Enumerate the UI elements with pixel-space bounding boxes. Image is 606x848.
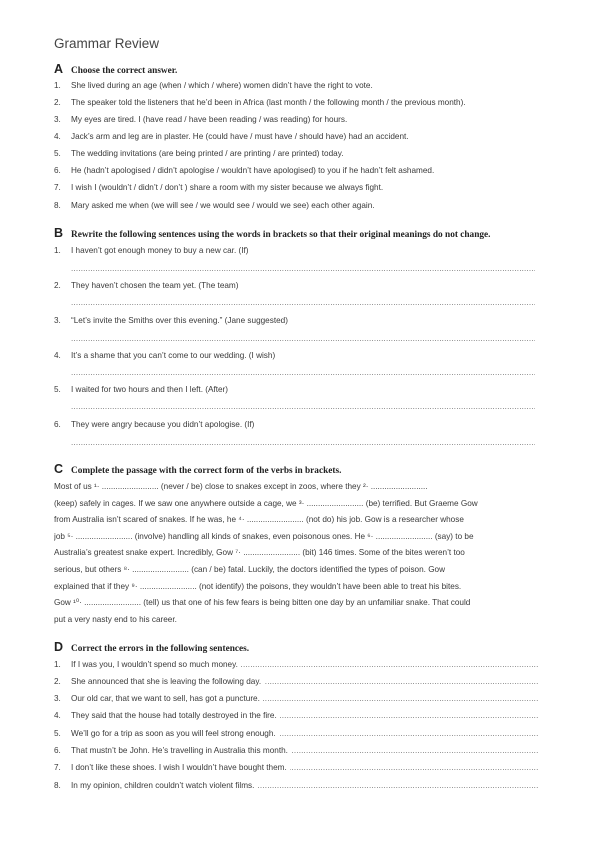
item-text: Our old car, that we want to sell, has got a puncture. [71,694,260,703]
list-item[interactable] [54,659,538,670]
item-text: My eyes are tired. I (have read / have been reading / was reading) for hours. [71,115,348,124]
item-text: In my opinion, children couldn’t watch violent films. [71,781,255,790]
item-text: It’s a shame that you can’t come to our wedding. (I wish) [71,351,276,360]
item-number: 5. [54,729,61,738]
section-instruction: Complete the passage with the correct form of the verbs in brackets. [71,466,342,476]
item-number: 3. [54,316,61,325]
list-item [54,182,554,193]
item-text: I don’t like these shoes. I wish I wouldn’t have bought them. [71,763,287,772]
item-text: We’ll go for a trip as soon as you will feel strong enough. [71,729,276,738]
item-text: She lived during an age (when / which / where) women didn’t have the right to vote. [71,81,373,90]
item-number: 7. [54,763,61,772]
item-number: 6. [54,420,61,429]
list-item [54,384,554,395]
section-instruction: Choose the correct answer. [71,66,178,76]
item-number: 8. [54,781,61,790]
item-text: If I was you, I wouldn’t spend so much money. [71,660,238,669]
item-text: He (hadn’t apologised / didn’t apologise / wouldn’t have apologised) to you if he hadn’t felt ashamed. [71,166,435,175]
item-number: 1. [54,660,61,669]
passage-line: Gow ¹⁰· ......................... (tell) us that one of his few fears is being bitten one day by an unfamiliar snake. That could [54,598,471,608]
passage-line: job ⁵· ......................... (involve) handling all kinds of snakes, even poisonous ones. He ⁶· ......................... (say) to be [54,531,474,541]
item-number: 2. [54,677,61,686]
section-letter: D [54,640,64,654]
item-number: 2. [54,281,61,290]
item-text: I waited for two hours and then I left. (After) [71,385,229,394]
list-item [54,315,554,326]
answer-line[interactable] [71,298,535,308]
item-number: 8. [54,201,61,210]
item-text: The speaker told the listeners that he’d been in Africa (last month / the following month / the previous month). [71,98,466,107]
passage-line: put a very nasty end to his career. [54,614,177,624]
list-item [54,148,554,159]
section-a-header [54,62,177,76]
page-title: Grammar Review [54,36,160,51]
passage-line: Most of us ¹· ......................... (never / be) close to snakes except in zoos, where they ²· ......................... [54,482,428,491]
list-item[interactable] [54,676,538,687]
list-item[interactable] [54,745,538,756]
item-text: I wish I (wouldn’t / didn’t / don’t ) share a room with my sister because we always fight. [71,183,384,192]
list-item[interactable] [54,762,538,773]
passage-line: from Australia isn’t scared of snakes. If he was, he ⁴· ......................... (not do) his job. Gow is a researcher whose [54,515,464,525]
list-item [54,280,554,291]
item-number: 4. [54,351,61,360]
list-item [54,165,554,176]
list-item [54,200,554,211]
item-text: The wedding invitations (are being printed / are printing / are printed) today. [71,149,344,158]
passage-line: (keep) safely in cages. If we saw one anywhere outside a cage, we ³· ......................... (be) terrified. But Graeme Gow [54,498,478,508]
item-text: She announced that she is leaving the following day. [71,677,262,686]
passage-line: Australia’s greatest snake expert. Incredibly, Gow ⁷· ......................... (bit) 146 times. Some of the bites weren’t too [54,548,465,558]
answer-line[interactable] [71,334,535,344]
item-text: Mary asked me when (we will see / we would see / would we see) each other again. [71,201,375,210]
item-text: They haven’t chosen the team yet. (The team) [71,281,239,290]
item-number: 6. [54,746,61,755]
section-letter: B [54,226,64,240]
item-number: 2. [54,98,61,107]
item-number: 5. [54,149,61,158]
section-letter: C [54,462,64,476]
section-letter: A [54,62,64,76]
item-number: 6. [54,166,61,175]
item-text: I haven’t got enough money to buy a new car. (If) [71,246,249,255]
list-item[interactable] [54,780,538,791]
item-text: They said that the house had totally destroyed in the fire. [71,711,277,720]
answer-line[interactable] [71,264,535,274]
section-c-header [54,462,341,476]
passage-line: explained that if they ⁹· ......................... (not identify) the poisons, they wouldn’t have been able to treat his bites. [54,581,462,591]
list-item [54,131,554,142]
list-item [54,114,554,125]
answer-line[interactable] [71,368,535,378]
list-item[interactable] [54,693,538,704]
item-number: 7. [54,183,61,192]
section-instruction: Correct the errors in the following sentences. [71,644,250,654]
passage [54,479,540,628]
list-item [54,97,554,108]
section-instruction: Rewrite the following sentences using the words in brackets so that their original meanings do not change. [71,230,491,240]
item-number: 3. [54,694,61,703]
item-number: 1. [54,81,61,90]
answer-line[interactable] [71,402,535,412]
list-item [54,80,554,91]
item-number: 3. [54,115,61,124]
item-number: 1. [54,246,61,255]
item-text: “Let’s invite the Smiths over this evening.” (Jane suggested) [71,316,288,325]
list-item [54,419,554,430]
list-item [54,245,554,256]
item-text: Jack’s arm and leg are in plaster. He (could have / must have / should have) had an accident. [71,132,409,141]
passage-line: serious, but others ⁸· ......................... (can / be) fatal. Luckily, the doctors identified the types of poison. Gow [54,564,446,574]
item-number: 4. [54,711,61,720]
item-number: 4. [54,132,61,141]
list-item [54,350,554,361]
section-d-header [54,640,249,654]
section-b-header [54,226,490,240]
item-text: They were angry because you didn’t apologise. (If) [71,420,255,429]
list-item[interactable] [54,710,538,721]
list-item[interactable] [54,728,538,739]
item-number: 5. [54,385,61,394]
answer-line[interactable] [71,438,535,448]
item-text: That mustn’t be John. He’s travelling in Australia this month. [71,746,288,755]
